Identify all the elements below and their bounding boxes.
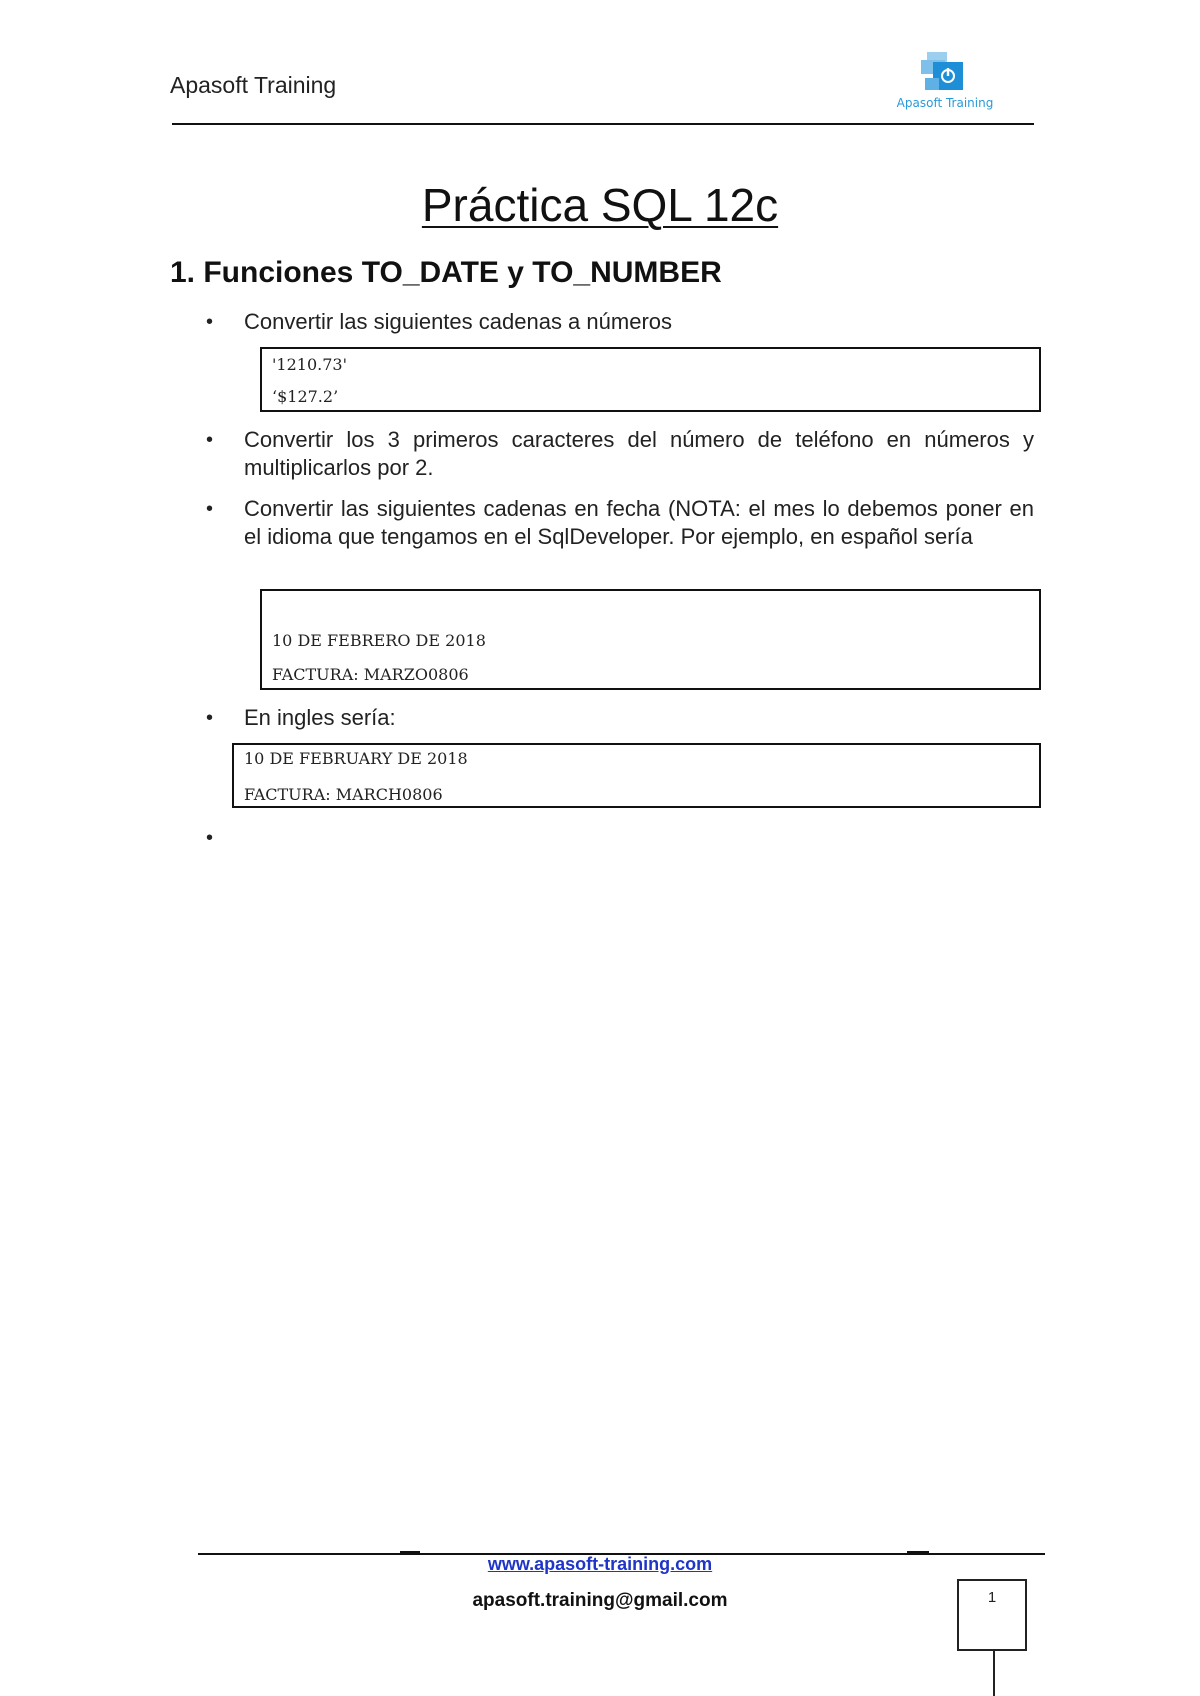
page-number-box xyxy=(957,1579,1027,1651)
header-company-name: Apasoft Training xyxy=(170,72,337,98)
bullet-text: En ingles sería: xyxy=(244,705,396,730)
website-link[interactable]: www.apasoft-training.com xyxy=(487,1554,713,1574)
bullet-text: Convertir las siguientes cadenas en fecha (NOTA: el mes lo debemos poner en el idioma que tengamos en el SqlDeveloper. Por ejemplo, en español sería xyxy=(244,496,1034,549)
bullet-dot: • xyxy=(206,707,214,729)
bullet-dot: • xyxy=(206,429,214,451)
logo-caption: Apasoft Training xyxy=(896,96,994,110)
box-line: 10 DE FEBRERO DE 2018 xyxy=(272,631,486,650)
bullet-text: Convertir las siguientes cadenas a números xyxy=(244,309,673,334)
page-number-stem xyxy=(993,1651,995,1696)
header-divider xyxy=(172,123,1034,125)
numbers-box xyxy=(260,347,1041,412)
bullet-dot: • xyxy=(206,498,214,520)
footer-dash xyxy=(400,1551,420,1553)
bullet-text: Convertir los 3 primeros caracteres del número de teléfono en números y multiplicarlos por 2. xyxy=(244,427,1034,480)
page-number: 1 xyxy=(987,1589,997,1606)
section-heading: 1. Funciones TO_DATE y TO_NUMBER xyxy=(170,256,722,289)
spanish-dates-box xyxy=(260,589,1041,690)
box-line: '1210.73' xyxy=(272,355,347,374)
footer-dash xyxy=(907,1551,929,1553)
footer-email: apasoft.training@gmail.com xyxy=(472,1590,728,1611)
box-line: FACTURA: MARZO0806 xyxy=(272,665,469,684)
bullet-dot: • xyxy=(206,827,214,849)
document-title: Práctica SQL 12c xyxy=(421,179,779,231)
box-line: FACTURA: MARCH0806 xyxy=(244,785,443,804)
company-logo xyxy=(885,50,1005,120)
power-window-icon xyxy=(885,50,1005,98)
box-line: ‘$127.2’ xyxy=(272,387,339,406)
english-dates-box xyxy=(232,743,1041,808)
box-line: 10 DE FEBRUARY DE 2018 xyxy=(244,749,468,768)
bullet-dot: • xyxy=(206,311,214,333)
